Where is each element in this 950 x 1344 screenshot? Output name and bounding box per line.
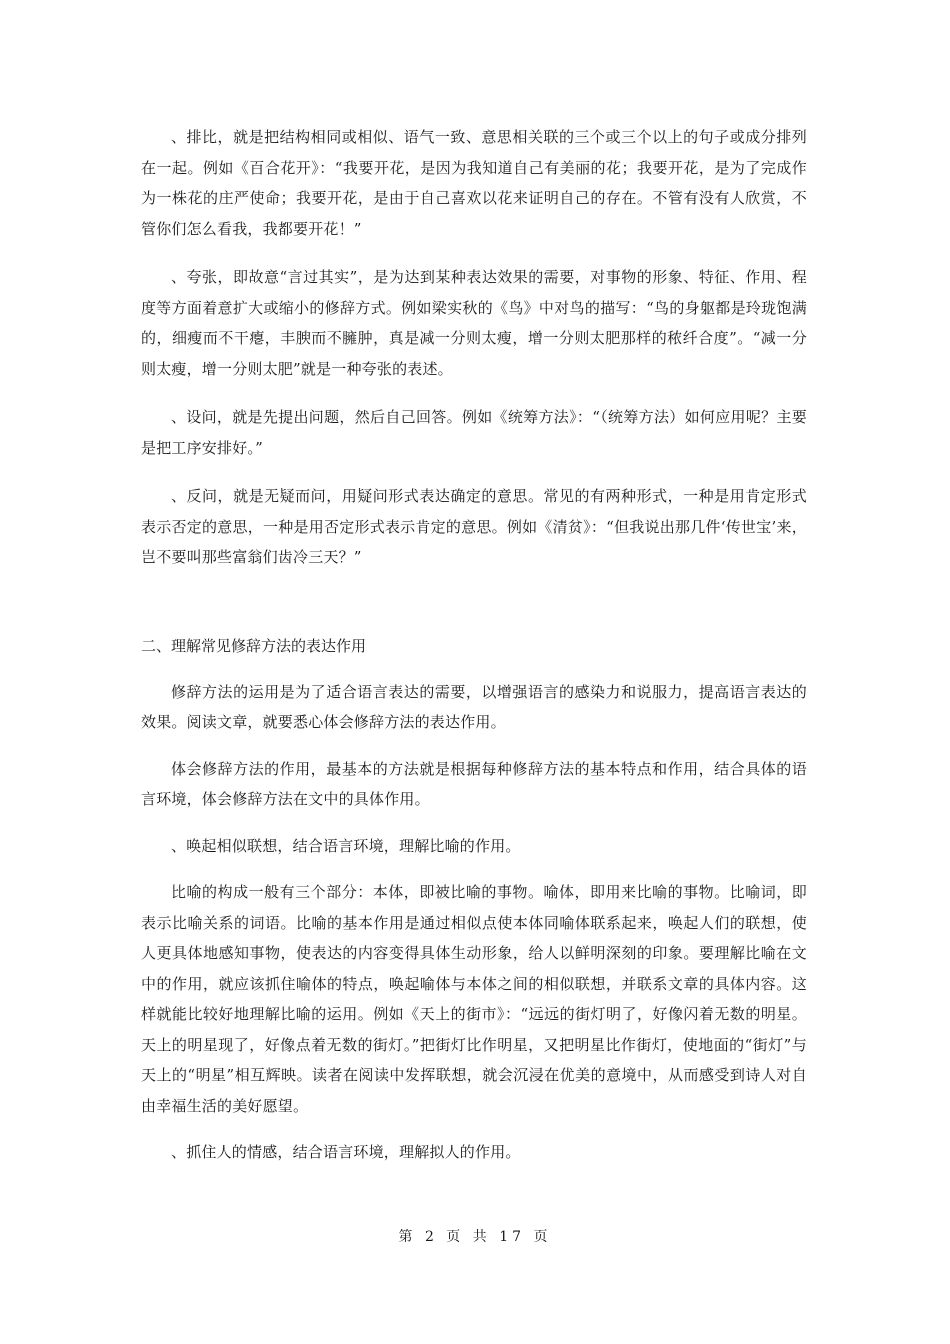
paragraph-metaphor-detail: 比喻的构成一般有三个部分：本体，即被比喻的事物。喻体，即用来比喻的事物。比喻词，即表示比喻关系的词语。比喻的基本作用是通过相似点使本体同喻体联系起来，唤起人们的联想，使人更具体地感知事物，使表达的内容变得具体生动形象，给人以鲜明深刻的印象。要理解比喻在文中的作用，就应该抓住喻体的特点，唤起喻体与本体之间的相似联想，并联系文章的具体内容。这样就能比较好地理解比喻的运用。例如《天上的街市》：“远远的街灯明了，好像闪着无数的明星。天上的明星现了，好像点着无数的街灯。”把街灯比作明星，又把明星比作街灯，使地面的“街灯”与天上的“明星”相互辉映。读者在阅读中发挥联想，就会沉浸在优美的意境中，从而感受到诗人对自由幸福生活的美好愿望。: [141, 883, 807, 1115]
paragraph-personification-heading: 、抓住人的情感，结合语言环境，理解拟人的作用。: [171, 1143, 521, 1161]
page-number-footer: 第 2 页 共 17 页: [398, 1229, 552, 1245]
paragraph-rhetorical-question-setup: 、设问，就是先提出问题，然后自己回答。例如《统筹方法》：“（统筹方法）如何应用呢？主要是把工序安排好。”: [141, 408, 807, 457]
paragraph-metaphor-heading: 、唤起相似联想，结合语言环境，理解比喻的作用。: [171, 836, 521, 855]
paragraph-rhetoric-purpose: 修辞方法的运用是为了适合语言表达的需要，以增强语言的感染力和说服力，提高语言表达的效果。阅读文章，就要悉心体会修辞方法的表达作用。: [141, 682, 807, 731]
paragraph-rhetoric-method: 体会修辞方法的作用，最基本的方法就是根据每种修辞方法的基本特点和作用，结合具体的语言环境，体会修辞方法在文中的具体作用。: [141, 759, 807, 808]
paragraph-rhetorical-question: 、反问，就是无疑而问，用疑问形式表达确定的意思。常见的有两种形式，一种是用肯定形式表示否定的意思，一种是用否定形式表示肯定的意思。例如《清贫》：“但我说出那几件‘传世宝’来，岂不要叫那些富翁们齿冷三天？”: [141, 487, 807, 566]
paragraph-hyperbole: 、夸张，即故意“言过其实”，是为达到某种表达效果的需要，对事物的形象、特征、作用、程度等方面着意扩大或缩小的修辞方式。例如梁实秋的《鸟》中对鸟的描写：“鸟的身躯都是玲珑饱满的，细瘦而不干瘪，丰腴而不臃肿，真是减一分则太瘦，增一分则太肥那样的秾纤合度”。“减一分则太瘦，增一分则太肥”就是一种夸张的表述。: [141, 268, 807, 378]
page-content: [141, 122, 807, 1168]
section-heading: 二、理解常见修辞方法的表达作用: [141, 636, 367, 655]
paragraph-parallelism: 、排比，就是把结构相同或相似、语气一致、意思相关联的三个或三个以上的句子或成分排列在一起。例如《百合花开》：“我要开花，是因为我知道自己有美丽的花；我要开花，是为了完成作为一株花的庄严使命；我要开花，是由于自己喜欢以花来证明自己的存在。不管有没有人欣赏，不管你们怎么看我，我都要开花！”: [141, 128, 807, 238]
